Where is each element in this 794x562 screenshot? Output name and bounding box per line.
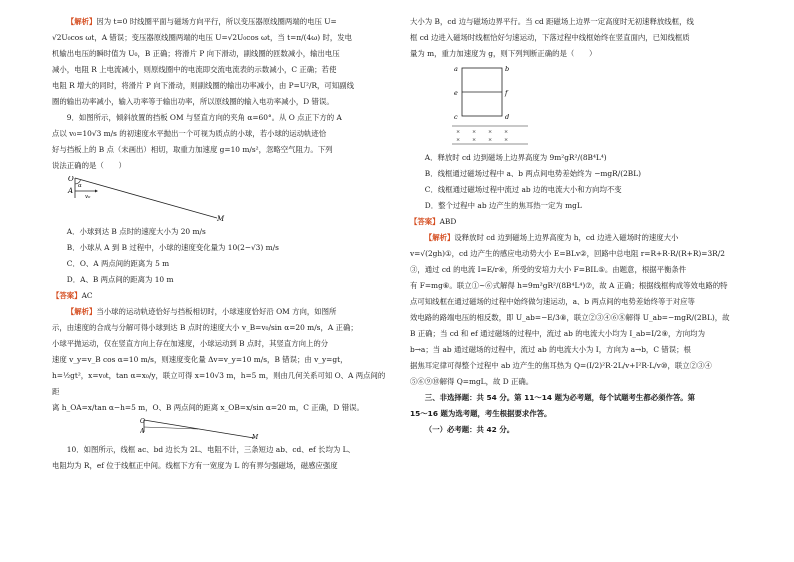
analysis-line: 【解析】设释放时 cd 边到磁场上边界高度为 h，cd 边进入磁场时的速度大小 <box>424 233 679 242</box>
question-text: 电阻均为 R，ef 位于线框正中间。线框下方有一宽度为 L 的有界匀强磁场，磁感应强度 <box>52 461 338 470</box>
label-A: A <box>67 187 73 195</box>
option-c: C．O、A 两点间的距离为 5 m <box>66 259 170 268</box>
q9-diagram <box>67 176 227 222</box>
option-b: B．小球从 A 到 B 过程中，小球的速度变化量为 10(2−√3) m/s <box>66 243 279 252</box>
svg-text:×: × <box>472 129 477 135</box>
question-text: 9．如图所示，倾斜放置的挡板 OM 与竖直方向的夹角 α=60°。从 O 点正下方的 A <box>66 113 342 122</box>
label-A: A <box>140 428 145 435</box>
option-a: A．释放时 cd 边到磁场上边界高度为 9m²gR²/(8B⁴L⁴) <box>424 153 607 162</box>
section-title-cont: 15～16 题为选考题，考生根据要求作答。 <box>410 409 552 418</box>
analysis-tag: 【解析】 <box>424 233 455 242</box>
right-column <box>410 14 760 438</box>
section-title: 三、非选择题：共 54 分。第 11～14 题为必考题，每个试题考生都必须作答。第 <box>424 393 696 402</box>
analysis-line: ③，通过 cd 的电流 I=E/r④，所受的安培力大小 F=BIL⑤。由题意，根据平衡条件 <box>410 265 687 274</box>
q8-analysis <box>52 14 390 110</box>
left-column <box>52 14 390 474</box>
analysis-line: √2U₀cos ωt，A 错误；变压器原线圈两端的电压 U=√2U₀cos ωt，当 t=π/(4ω) 时，发电 <box>52 33 353 42</box>
subsection-title: （一）必考题：共 42 分。 <box>424 425 515 434</box>
label-b: b <box>505 65 510 73</box>
label-O: O <box>67 176 74 183</box>
q9-answer: AC <box>81 291 93 300</box>
svg-text:×: × <box>456 129 461 135</box>
question-text: 量为 m，重力加速度为 g，则下列判断正确的是（ ） <box>410 49 597 58</box>
analysis-line: 点可知线框在通过磁场的过程中始终做匀速运动，a、b 两点间的电势差始终等于对应等 <box>410 297 695 306</box>
svg-text:×: × <box>472 137 477 143</box>
question-text: 框 cd 边进入磁场时线框恰好匀速运动，下落过程中线框始终在竖直面内，已知线框质 <box>410 33 690 42</box>
answer-tag: 【答案】 <box>52 291 82 300</box>
label-O: O <box>140 418 145 425</box>
analysis-line: 有 F=mg⑥。联立①~⑥式解得 h=9m²gR²/(8B⁴L⁴)⑦，故 A 正确；根据线框构成等效电路的特 <box>410 281 728 290</box>
analysis-tag: 【解析】 <box>66 307 97 316</box>
question-text: 大小为 B，cd 边与磁场边界平行。当 cd 距磁场上边界一定高度时无初速释放线框，线 <box>410 17 694 26</box>
label-d: d <box>505 113 510 121</box>
analysis-line: 离 h_OA=x/tan α−h=5 m，O、B 两点间的距离 x_OB=x/sin α=20 m，C 正确，D 错误。 <box>52 403 364 412</box>
svg-text:×: × <box>504 129 509 135</box>
q10-answer: ABD <box>439 217 457 226</box>
svg-text:×: × <box>504 137 509 143</box>
q9-analysis <box>52 304 390 440</box>
svg-text:×: × <box>488 129 493 135</box>
question-text: 点以 v₀=10√3 m/s 的初速度水平抛出一个可视为质点的小球，若小球的运动轨迹恰 <box>52 129 327 138</box>
analysis-line: b→a；当 ab 通过磁场的过程中，流过 ab 的电流大小为 I，方向为 a→b，C 错误；根 <box>410 345 691 354</box>
label-a: a <box>454 65 458 73</box>
label-f: f <box>505 89 508 97</box>
label-M: M <box>216 215 224 222</box>
q10-answer-line <box>410 214 760 230</box>
analysis-line: 效电路的路端电压的相反数，即 U_ab=−E/3⑧，联立②③④⑥⑧解得 U_ab=−mgR/(2BL)，故 <box>410 313 730 322</box>
option-d: D．整个过程中 ab 边产生的焦耳热一定为 mgL <box>424 201 582 210</box>
q9-analysis-figure <box>140 418 260 440</box>
question-9 <box>52 110 390 304</box>
option-b: B．线框通过磁场过程中 a、b 两点间电势差始终为 −mgR/(2BL) <box>424 169 642 178</box>
answer-tag: 【答案】 <box>410 217 440 226</box>
analysis-line: h=½gt²，x=v₀t，tan α=x₀/y，联立可得 x=10√3 m，h=5 m，则由几何关系可知 O、A 两点间的距 <box>52 371 386 396</box>
label-alpha: α <box>77 183 82 189</box>
option-a: A．小球到达 B 点时的速度大小为 20 m/s <box>66 227 206 236</box>
label-v0: v₀ <box>84 194 91 200</box>
option-d: D．A、B 两点间的距离为 10 m <box>66 275 174 284</box>
analysis-line: 示，由速度的合成与分解可得小球到达 B 点时的速度大小 v_B=v₀/sin α=20 m/s，A 正确； <box>52 323 358 332</box>
label-M: M <box>252 434 259 440</box>
analysis-line: B 正确；当 cd 和 ef 通过磁场的过程中，流过 ab 的电流大小均为 I_ab=I/2⑨，方向均为 <box>410 329 705 338</box>
analysis-line: 减小，电阻 R 上电流减小，则原线圈中的电流即交流电流表的示数减小，C 正确；若使 <box>52 65 337 74</box>
svg-text:×: × <box>456 137 461 143</box>
analysis-line <box>52 14 390 30</box>
q10-diagram <box>450 64 530 148</box>
q10-analysis <box>410 230 760 390</box>
q9-answer-line <box>52 288 390 304</box>
analysis-line: 据焦耳定律可得整个过程中 ab 边产生的焦耳热为 Q=(I/2)²R·2L/v+I²R·L/v⑩，联立②③④ <box>410 361 712 370</box>
analysis-line: ⑤⑥⑨⑩解得 Q=mgL，故 D 正确。 <box>410 377 534 386</box>
question-text: 10．如图所示，线框 ac、bd 边长为 2L、电阻不计，三条短边 ab、cd、ef 长均为 L、 <box>66 445 355 454</box>
analysis-line: 圈的输出功率减小，输入功率等于输出功率，所以原线圈的输入电功率减小，D 错误。 <box>52 97 334 106</box>
analysis-text: 【解析】因为 t=0 时线圈平面与磁场方向平行，所以变压器原线圈两端的电压 U= <box>66 17 337 26</box>
analysis-line: 电阻 R 增大的同时，将滑片 P 向下滑动，则副线圈的输出功率减小，由 P=U²/R，可知副线 <box>52 81 354 90</box>
question-text: 好与挡板上的 B 点（未画出）相切，取重力加速度 g=10 m/s²，忽略空气阻力。下列 <box>52 145 333 154</box>
analysis-line: 机输出电压的瞬时值为 U₀，B 正确；将滑片 P 向下滑动，副线圈的匝数减小，输出电压 <box>52 49 340 58</box>
q9-figure <box>67 176 227 222</box>
option-c: C．线框通过磁场过程中流过 ab 边的电流大小和方向均不变 <box>424 185 622 194</box>
analysis-line: 小球平抛运动，仅在竖直方向上存在加速度，小球运动到 B 点时，其竖直方向上的分 <box>52 339 329 348</box>
analysis-line: 【解析】当小球的运动轨迹恰好与挡板相切时，小球速度恰好沿 OM 方向，如图所 <box>66 307 337 316</box>
svg-text:×: × <box>488 137 493 143</box>
label-e: e <box>454 89 458 97</box>
analysis-tag: 【解析】 <box>66 17 97 26</box>
analysis-line: v=√(2gh)①，cd 边产生的感应电动势大小 E=BLv②，回路中总电阻 r=R+R·R/(R+R)=3R/2 <box>410 249 725 258</box>
question-text: 说法正确的是（ ） <box>52 161 126 170</box>
q10-figure <box>450 64 530 148</box>
question-10-start <box>52 442 390 474</box>
analysis-line: 速度 v_y=v_B cos α=10 m/s，则速度变化量 Δv=v_y=10 m/s，B 错误；由 v_y=gt， <box>52 355 348 364</box>
q9-analysis-diagram <box>140 418 260 440</box>
label-c: c <box>454 113 458 121</box>
